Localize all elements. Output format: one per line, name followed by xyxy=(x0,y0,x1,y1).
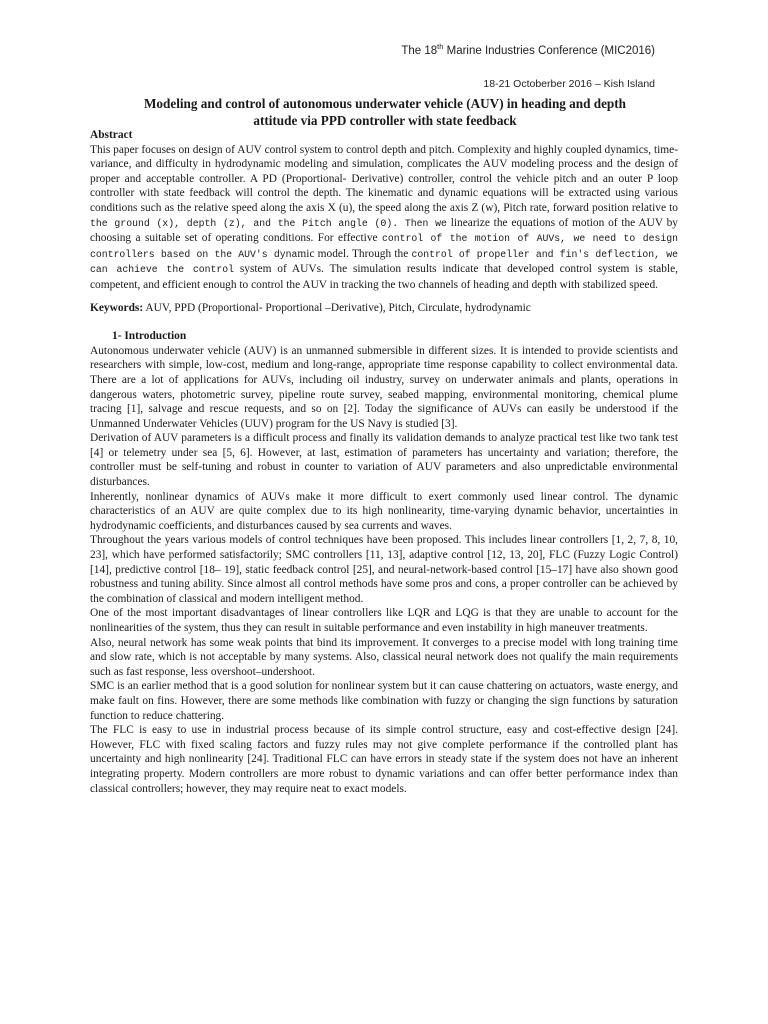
paper-title xyxy=(90,95,680,129)
abstract-part-4: control of the motion of AUVs, we need to design controllers based on the AUV's dyna xyxy=(90,233,678,260)
conference-date: 18-21 Octoberber 2016 – Kish Island xyxy=(483,78,655,90)
keywords-text: AUV, PPD (Proportional- Proportional –Derivative), Pitch, Circulate, hydrodynamic xyxy=(143,301,531,314)
keywords xyxy=(90,301,678,316)
abstract-part-3: linearize the equations of motion of the AUV by choosing a suitable set of operating conditions. For effective xyxy=(90,216,679,245)
abstract-heading: Abstract xyxy=(90,129,133,141)
paragraph: Inherently, nonlinear dynamics of AUVs make it more difficult to exert commonly used linear control. The dynamic characteristics of an AUV are quite complex due to its high nonlinearity, time-varying dynamic behavior, uncertainties in hydrodynamic coefficients, and disturbances caused by sea currents and waves. xyxy=(90,490,678,532)
paragraph: One of the most important disadvantages of linear controllers like LQR and LQG is that they are unable to account for the nonlinearities of the system, thus they can result in suitable performance and even instability in high maneuver treatments. xyxy=(90,607,678,634)
abstract-part-6: control of propeller and fin's deflection, we can achieve the control xyxy=(90,248,678,276)
section-heading-introduction: 1- Introduction xyxy=(112,330,187,343)
keywords-label: Keywords: xyxy=(90,301,144,314)
abstract-text xyxy=(90,143,678,293)
paragraph: Also, neural network has some weak points that bind its improvement. It converges to a precise model with long training time and slow rate, which is not acceptable by many systems. Also, classical neural network does not qualify the main requirements such as fast response, less overshoot–undershoot. xyxy=(90,636,678,678)
title-line-1: Modeling and control of autonomous underwater vehicle (AUV) in heading and depth xyxy=(143,96,626,111)
abstract-part-5: mic model. Through the xyxy=(297,247,412,260)
abstract-part-7: system of AUVs. The simulation results indicate that developed control system is stable, competent, and efficient enough to control the AUV in tracking the two channels of heading and depth with stabilized speed. xyxy=(90,263,678,291)
paragraph: Autonomous underwater vehicle (AUV) is an unmanned submersible in different sizes. It is intended to provide scientists and researchers with simple, low-cost, medium and long-range, appropriate time response capability to collect environmental data. There are a lot of applications for AUVs, including oil industry, survey on underwater animals and plants, operations in dangerous waters, photometric survey, pipeline route survey, seabed mapping, environmental monitoring, chemical plume tracing [1], salvage and rescue requests, and so on [2]. Today the significance of AUVs can easily be understood if the Unmanned Underwater Vehicles (UUV) program for the US Navy is studied [3]. xyxy=(90,344,678,430)
conference-suffix: Marine Industries Conference (MIC2016) xyxy=(443,44,655,57)
paragraph: SMC is an earlier method that is a good solution for nonlinear system but it can cause chattering on actuators, waste energy, and make fault on fins. However, there are some methods like combination with fuzzy or changing the sign functions by saturation function to reduce chattering. xyxy=(90,680,678,722)
conference-name xyxy=(401,42,655,57)
paragraph: Derivation of AUV parameters is a difficult process and finally its validation demands to analyze practical test like two tank test [4] or telemetry under sea [5, 6]. However, at last, estimation of parameters has uncertainty and variation; therefore, the controller must be self-tuning and robust in counter to variation of AUV parameters and also unpredictable environmental disturbances. xyxy=(90,432,678,489)
conference-ordinal-sup: th xyxy=(437,42,444,51)
paragraph: Throughout the years various models of control techniques have been proposed. This includes linear controllers [1, 2, 7, 8, 10, 23], which have performed satisfactorily; SMC controllers [11, 13], adaptive control [12, 13, 20], FLC (Fuzzy Logic Control) [14], predictive control [18– 19], static feedback control [25], and neural-network-based control [15–17] have also shown good robustness and tuning ability. Since almost all control methods have some pros and cons, a proper controller can be achieved by the combination of classical and modern intelligent method. xyxy=(90,534,678,605)
abstract-part-2: the ground (x), depth (z), and the Pitch angle (Θ). Then we xyxy=(90,217,447,229)
paper-body xyxy=(90,128,678,796)
abstract-part-1: This paper focuses on design of AUV control system to control depth and pitch. Complexity and highly coupled dynamics, time-variance, and difficulty in hydrodynamic modeling and simulation, complicates the AUV modeling process and the design of proper and acceptable controller. A PD (Proportional- Derivative) controller, control the vehicle pitch and an outer P loop controller with state feedback will control the depth. The kinematic and dynamic equations will be extracted using various conditions such as the relative speed along the axis X (u), the speed along the axis Z (w), Pitch rate, forward position relative to xyxy=(90,143,678,214)
paragraph: The FLC is easy to use in industrial process because of its simple control structure, easy and cost-effective design [24]. However, FLC with fixed scaling factors and fuzzy rules may not give complete performance if the controlled plant has uncertainty and high nonlinearity [24]. Traditional FLC can have errors in steady state if the system does not have an inherent integrating property. Modern controllers are more robust to dynamic variations and can offer better performance index than classical controllers; however, they may require neat to exact models. xyxy=(90,724,678,795)
title-line-2: attitude via PPD controller with state feedback xyxy=(253,113,517,128)
conference-prefix: The 18 xyxy=(401,44,438,57)
